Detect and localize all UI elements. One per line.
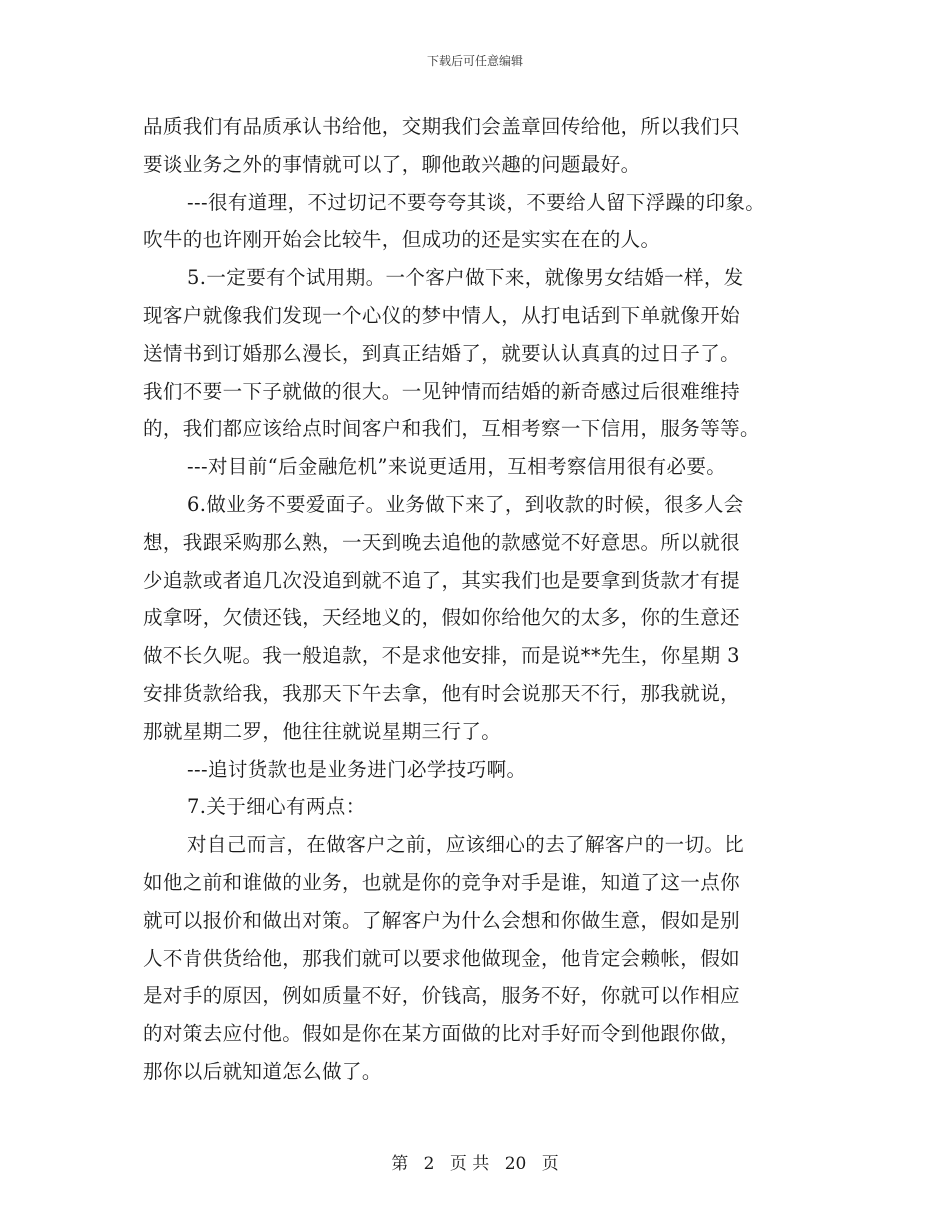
text-line: 5.一定要有个试用期。一个客户做下来，就像男女结婚一样，发 — [187, 266, 744, 290]
text-line: 现客户就像我们发现一个心仪的梦中情人，从打电话到下单就像开始 — [143, 303, 741, 327]
text-line: 如他之前和谁做的业务，也就是你的竞争对手是谁，知道了这一点你 — [143, 870, 741, 894]
text-line: 那就星期二罗，他往往就说星期三行了。 — [143, 719, 502, 743]
text-line: 品质我们有品质承认书给他，交期我们会盖章回传给他，所以我们只 — [143, 115, 741, 138]
text-line: 吹牛的也许刚开始会比较牛，但成功的还是实实在在的人。 — [143, 228, 661, 252]
text-line: 就可以报价和做出对策。了解客户为什么会想和你做生意，假如是别 — [143, 908, 741, 932]
text-line: 成拿呀，欠债还钱，天经地义的，假如你给他欠的太多，你的生意还 — [143, 606, 741, 630]
text-line: 想，我跟采购那么熟，一天到晚去追他的款感觉不好意思。所以就很 — [143, 530, 741, 554]
text-line: 是对手的原因，例如质量不好，价钱高，服务不好，你就可以作相应 — [143, 984, 741, 1008]
text-line: 做不长久呢。我一般追款，不是求他安排，而是说**先生，你星期 3 — [143, 644, 740, 668]
footer-middle: 页 共 — [449, 1154, 490, 1174]
total-page-count: 20 — [504, 1154, 527, 1174]
text-line: 的对策去应付他。假如是你在某方面做的比对手好而令到他跟你做， — [143, 1022, 741, 1046]
text-line: 人不肯供货给他，那我们就可以要求他做现金，他肯定会赖帐，假如 — [143, 946, 741, 970]
footer-suffix: 页 — [541, 1154, 559, 1174]
document-body — [143, 108, 823, 1091]
page-number-footer — [0, 1153, 950, 1175]
text-line: ---追讨货款也是业务进门必学技巧啊。 — [187, 757, 527, 781]
text-line: 少追款或者追几次没追到就不追了，其实我们也是要拿到货款才有提 — [143, 568, 741, 592]
current-page-number: 2 — [423, 1154, 435, 1174]
footer-prefix: 第 — [391, 1154, 409, 1174]
text-line: ---很有道理，不过切记不要夸夸其谈，不要给人留下浮躁的印象。 — [187, 190, 766, 214]
text-line: 对自己而言，在做客户之前，应该细心的去了解客户的一切。比 — [187, 833, 745, 857]
text-line: 6.做业务不要爱面子。业务做下来了，到收款的时候，很多人会 — [187, 492, 744, 516]
text-line: 安排货款给我，我那天下午去拿，他有时会说那天不行，那我就说， — [143, 681, 741, 705]
text-line: 我们不要一下子就做的很大。一见钟情而结婚的新奇感过后很难维持 — [143, 379, 741, 403]
text-line: 的，我们都应该给点时间客户和我们，互相考察一下信用，服务等等。 — [143, 417, 760, 441]
text-line: 7.关于细心有两点： — [187, 795, 366, 819]
page-header: 下载后可任意编辑 — [426, 54, 523, 68]
text-line: 那你以后就知道怎么做了。 — [143, 1059, 382, 1083]
text-line: 要谈业务之外的事情就可以了，聊他敢兴趣的问题最好。 — [143, 152, 641, 176]
text-line: ---对目前“后金融危机”来说更适用，互相考察信用很有必要。 — [187, 455, 727, 479]
text-line: 送情书到订婚那么漫长，到真正结婚了，就要认认真真的过日子了。 — [143, 341, 741, 365]
